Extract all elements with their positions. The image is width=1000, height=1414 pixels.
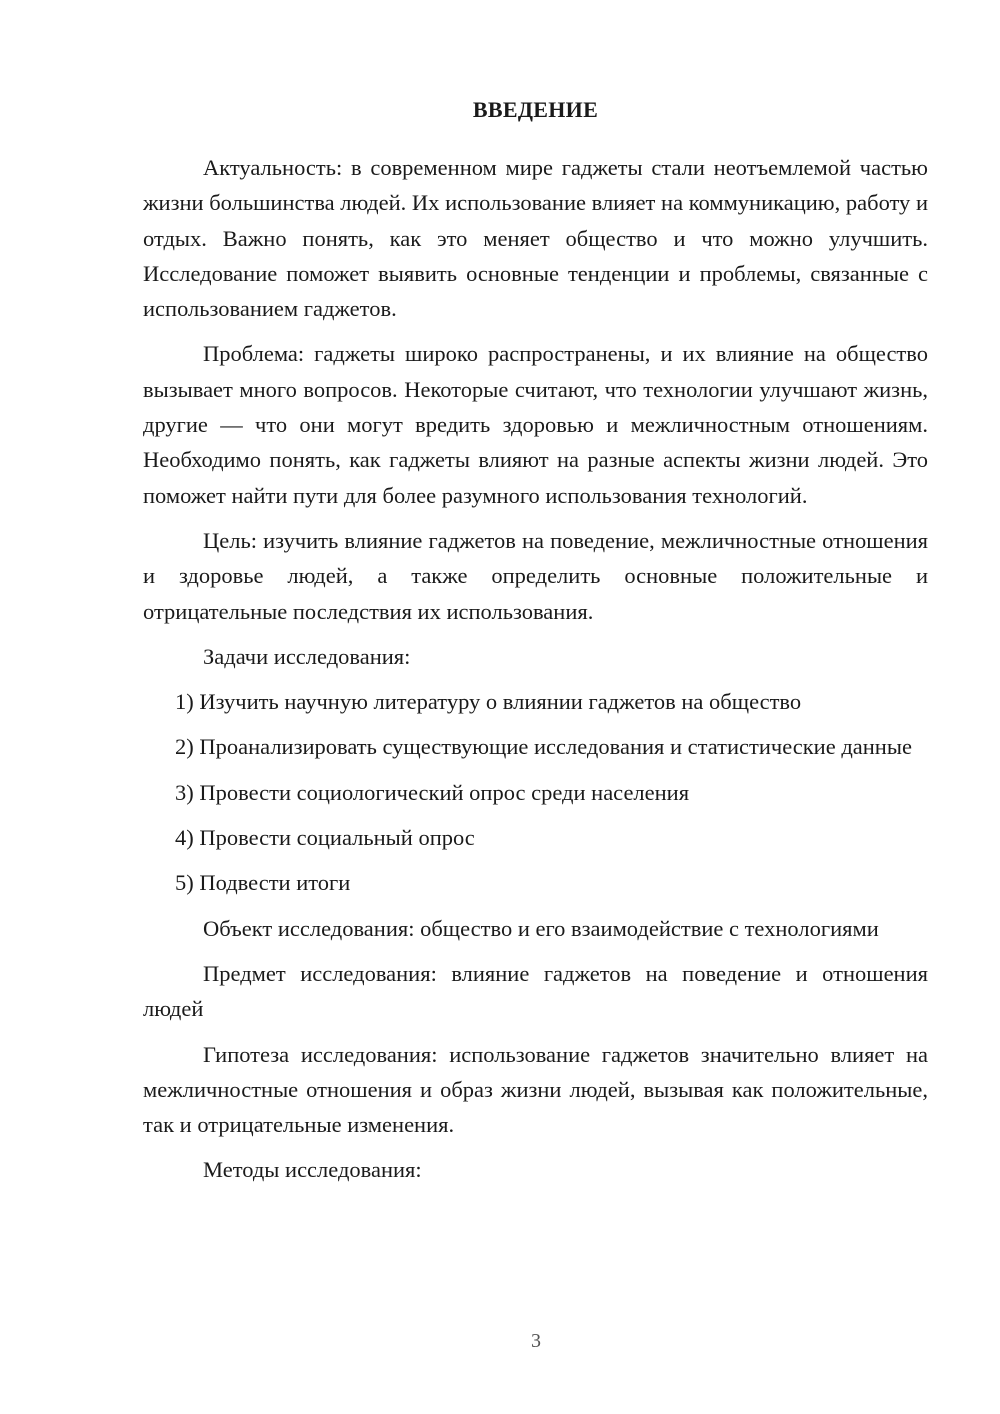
- page-title: ВВЕДЕНИЕ: [472, 97, 599, 122]
- paragraph-object: Объект исследования: общество и его взаимодействие с технологиями: [203, 915, 879, 941]
- paragraph-problem: Проблема: гаджеты широко распространены, и их влияние на общество вызывает много вопросов. Некоторые считают, что технологии улучшают жизнь, другие — что они могут вредить здоровью и межличностным отношениям. Необходимо понять, как гаджеты влияют на разные аспекты жизни людей. Это поможет найти пути для более разумного использования технологий.: [143, 341, 928, 508]
- list-item: 2) Проанализировать существующие исследования и статистические данные: [175, 734, 912, 760]
- paragraph-hypothesis: Гипотеза исследования: использование гаджетов значительно влияет на межличностные отношения и образ жизни людей, вызывая как положительные, так и отрицательные изменения.: [143, 1041, 928, 1138]
- list-item: 1) Изучить научную литературу о влиянии гаджетов на общество: [175, 689, 802, 715]
- paragraph-goal: Цель: изучить влияние гаджетов на поведение, межличностные отношения и здоровье людей, а также определить основные положительные и отрицательные последствия их использования.: [143, 527, 928, 624]
- document-page: [143, 92, 928, 1198]
- paragraph-relevance: Актуальность: в современном мире гаджеты стали неотъемлемой частью жизни большинства людей. Их использование влияет на коммуникацию, работу и отдых. Важно понять, как это меняет общество и что можно улучшить. Исследование поможет выявить основные тенденции и проблемы, связанные с использованием гаджетов.: [143, 155, 928, 322]
- list-item: 3) Провести социологический опрос среди населения: [175, 779, 690, 805]
- list-item: 5) Подвести итоги: [175, 870, 351, 896]
- methods-heading: Методы исследования:: [203, 1157, 422, 1183]
- tasks-heading: Задачи исследования:: [203, 643, 411, 669]
- paragraph-subject: Предмет исследования: влияние гаджетов на поведение и отношения людей: [143, 960, 928, 1022]
- page-number: 3: [531, 1330, 541, 1352]
- list-item: 4) Провести социальный опрос: [175, 825, 475, 851]
